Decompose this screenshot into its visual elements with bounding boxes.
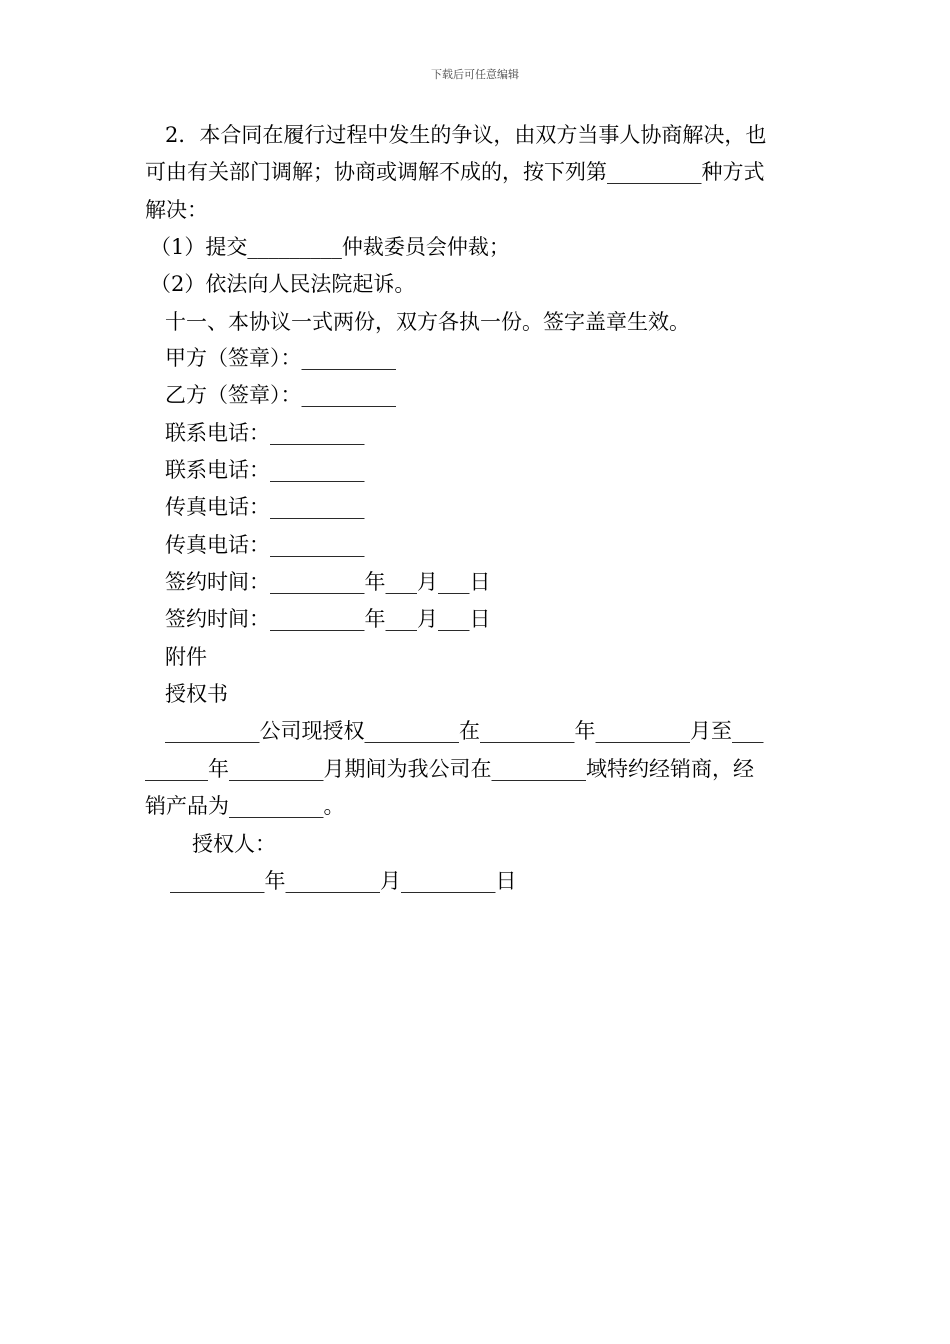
- party-b-signature: 乙方（签章）：_________: [165, 383, 396, 407]
- authorizer-label: 授权人：: [192, 832, 276, 856]
- authorization-line-2: ______年_________月期间为我公司在_________域特约经销商，经: [145, 757, 754, 781]
- contact-phone-2: 联系电话：_________: [165, 458, 365, 482]
- sign-date-2: 签约时间：_________年___月___日: [165, 607, 491, 631]
- party-a-signature: 甲方（签章）：_________: [165, 346, 396, 370]
- fax-2: 传真电话：_________: [165, 533, 365, 557]
- authorization-line-1: _________公司现授权_________在_________年_________月至___: [165, 719, 764, 743]
- clause-2-line-2: 可由有关部门调解；协商或调解不成的，按下列第_________种方式: [145, 160, 765, 184]
- sign-date-1: 签约时间：_________年___月___日: [165, 570, 491, 594]
- clause-2-line-1: 2．本合同在履行过程中发生的争议，由双方当事人协商解决，也: [165, 123, 767, 147]
- contact-phone-1: 联系电话：_________: [165, 421, 365, 445]
- authorization-title: 授权书: [165, 682, 228, 706]
- authorization-date: _________年_________月_________日: [170, 869, 517, 893]
- authorization-line-3: 销产品为_________。: [145, 794, 345, 818]
- option-1: （1）提交_________仲裁委员会仲裁；: [150, 235, 510, 259]
- page-header: 下载后可任意编辑: [431, 68, 519, 81]
- attachment-heading: 附件: [165, 645, 207, 669]
- option-2: （2）依法向人民法院起诉。: [150, 272, 416, 296]
- clause-11: 十一、本协议一式两份，双方各执一份。签字盖章生效。: [165, 310, 690, 334]
- clause-2-line-3: 解决：: [145, 198, 208, 222]
- fax-1: 传真电话：_________: [165, 495, 365, 519]
